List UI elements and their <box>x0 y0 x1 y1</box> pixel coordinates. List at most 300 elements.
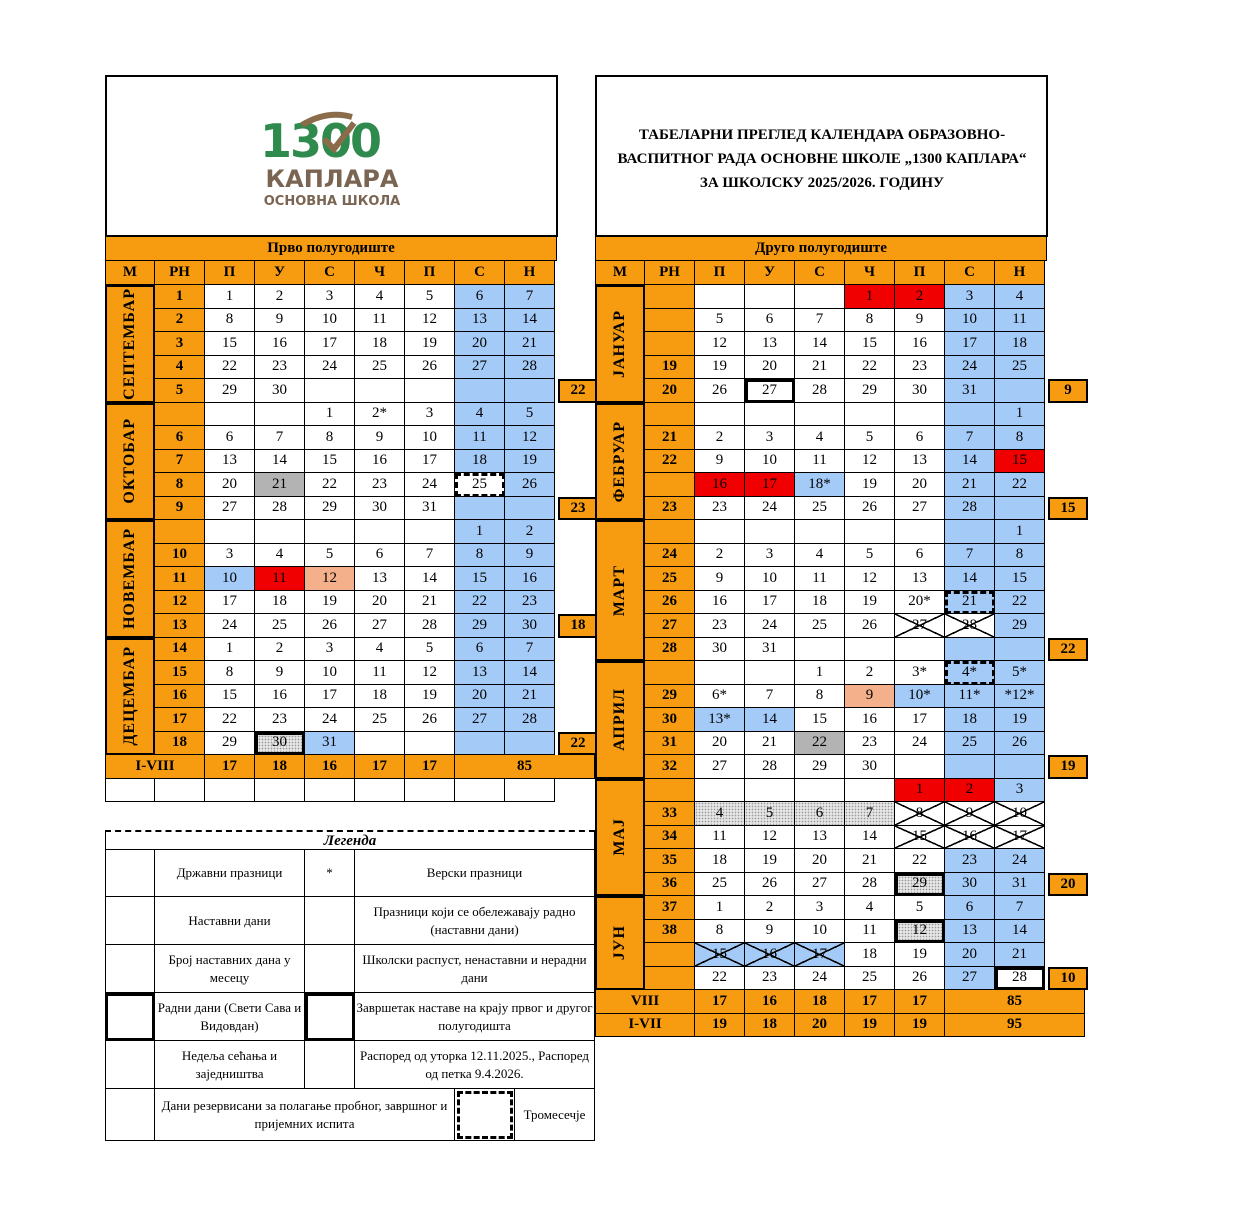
day-cell: 11 <box>795 450 845 474</box>
day-cell: 21 <box>845 849 895 873</box>
day-cell: 31 <box>745 638 795 662</box>
day-cell: 28 <box>795 379 845 403</box>
day-cell: 12 <box>405 309 455 333</box>
day-cell: 13 <box>895 450 945 474</box>
day-cell: 27 <box>205 497 255 521</box>
day-cell: 17 <box>745 473 795 497</box>
empty-cell <box>155 779 205 803</box>
day-cell <box>695 779 745 803</box>
day-cell: 27 <box>355 614 405 638</box>
day-cell: 16 <box>255 685 305 709</box>
day-cell: 12 <box>895 920 945 944</box>
day-cell: 20 <box>205 473 255 497</box>
day-cell: 28 <box>745 755 795 779</box>
week-number: 37 <box>645 896 695 920</box>
column-header: С <box>455 261 505 285</box>
week-number: 25 <box>645 567 695 591</box>
day-cell: 26 <box>695 379 745 403</box>
day-cell: 19 <box>505 450 555 474</box>
week-number: 26 <box>645 591 695 615</box>
day-cell: 30 <box>845 755 895 779</box>
week-number: 31 <box>645 732 695 756</box>
month-name: ФЕБРУАР <box>611 420 628 502</box>
day-cell: 31 <box>995 873 1045 897</box>
day-cell: 25 <box>945 732 995 756</box>
day-cell: 12 <box>405 661 455 685</box>
totals-value: 17 <box>405 755 455 779</box>
day-cell <box>455 497 505 521</box>
day-cell: 21 <box>505 332 555 356</box>
week-number: 4 <box>155 356 205 380</box>
day-cell <box>505 379 555 403</box>
day-cell: 17 <box>795 943 845 967</box>
day-cell: 13 <box>355 567 405 591</box>
day-cell: 5 <box>845 544 895 568</box>
day-cell: 27 <box>895 614 945 638</box>
legend-label: Распоред од уторка 12.11.2025., Распоред од петка 9.4.2026. <box>355 1041 595 1089</box>
day-cell <box>795 403 845 427</box>
day-cell: 17 <box>305 685 355 709</box>
day-cell: 11 <box>355 661 405 685</box>
month-day-count: 18 <box>558 614 598 638</box>
day-cell: 22 <box>305 473 355 497</box>
month-label <box>105 638 155 756</box>
day-cell: 29 <box>205 732 255 756</box>
day-cell: 3 <box>995 779 1045 803</box>
day-cell: 5 <box>695 309 745 333</box>
empty-cell <box>105 779 155 803</box>
week-number: 5 <box>155 379 205 403</box>
day-cell: 19 <box>695 356 745 380</box>
legend-label: Празници који се обележавају радно (наставни дани) <box>355 897 595 945</box>
day-cell: 16 <box>895 332 945 356</box>
day-cell: 20 <box>745 356 795 380</box>
day-cell: 8 <box>455 544 505 568</box>
day-cell: 7 <box>255 426 305 450</box>
day-cell: 21 <box>505 685 555 709</box>
day-cell: 13 <box>895 567 945 591</box>
week-number <box>645 779 695 803</box>
day-cell: 20 <box>795 849 845 873</box>
column-header: Н <box>995 261 1045 285</box>
day-cell: 28 <box>845 873 895 897</box>
day-cell: 12 <box>845 450 895 474</box>
day-cell: 22 <box>895 849 945 873</box>
day-cell: 1 <box>695 896 745 920</box>
legend-swatch <box>305 993 355 1041</box>
legend-swatch <box>305 897 355 945</box>
day-cell: 26 <box>845 497 895 521</box>
day-cell: 11 <box>455 426 505 450</box>
day-cell: 26 <box>895 967 945 991</box>
day-cell: 22 <box>845 356 895 380</box>
day-cell: 22 <box>205 356 255 380</box>
month-name: ДЕЦЕМБАР <box>121 646 138 747</box>
week-number: 9 <box>155 497 205 521</box>
month-name: МАРТ <box>611 564 628 617</box>
day-cell: 3 <box>205 544 255 568</box>
day-cell: 21 <box>745 732 795 756</box>
column-header: РН <box>645 261 695 285</box>
day-cell: 14 <box>845 826 895 850</box>
totals-label: VIII <box>595 990 695 1014</box>
day-cell: 7 <box>505 638 555 662</box>
day-cell: 30 <box>895 379 945 403</box>
day-cell: 24 <box>895 732 945 756</box>
day-cell: 11 <box>355 309 405 333</box>
month-day-count: 20 <box>1048 873 1088 897</box>
day-cell: 1 <box>795 661 845 685</box>
week-number <box>645 473 695 497</box>
day-cell: 21 <box>945 591 995 615</box>
day-cell: 11 <box>845 920 895 944</box>
day-cell: 14 <box>255 450 305 474</box>
day-cell: 19 <box>405 332 455 356</box>
day-cell <box>945 638 995 662</box>
day-cell: 9 <box>355 426 405 450</box>
day-cell: 17 <box>945 332 995 356</box>
day-cell: 18 <box>795 591 845 615</box>
totals-value: 17 <box>695 990 745 1014</box>
day-cell <box>895 755 945 779</box>
day-cell: 14 <box>945 450 995 474</box>
day-cell: 22 <box>455 591 505 615</box>
month-day-count: 15 <box>1048 497 1088 521</box>
day-cell: 9 <box>255 309 305 333</box>
day-cell: 6 <box>895 544 945 568</box>
month-name: ОКТОБАР <box>121 418 138 505</box>
day-cell <box>255 403 305 427</box>
day-cell: 13 <box>205 450 255 474</box>
day-cell: 29 <box>455 614 505 638</box>
week-number: 15 <box>155 661 205 685</box>
day-cell <box>695 403 745 427</box>
day-cell: 4 <box>845 896 895 920</box>
month-name: ЈУН <box>611 925 628 961</box>
day-cell: 22 <box>995 473 1045 497</box>
day-cell: 10* <box>895 685 945 709</box>
day-cell: 25 <box>455 473 505 497</box>
day-cell: 13 <box>945 920 995 944</box>
week-number: 16 <box>155 685 205 709</box>
column-header: РН <box>155 261 205 285</box>
day-cell: 24 <box>305 356 355 380</box>
day-cell: 7 <box>405 544 455 568</box>
day-cell <box>305 520 355 544</box>
day-cell: 24 <box>205 614 255 638</box>
day-cell: 16 <box>695 591 745 615</box>
day-cell: 18 <box>355 332 405 356</box>
day-cell: 24 <box>405 473 455 497</box>
week-number: 10 <box>155 544 205 568</box>
day-cell: 15 <box>995 450 1045 474</box>
week-number: 30 <box>645 708 695 732</box>
week-number <box>155 520 205 544</box>
day-cell <box>695 520 745 544</box>
column-header: С <box>945 261 995 285</box>
totals-value: 16 <box>305 755 355 779</box>
day-cell: 19 <box>405 685 455 709</box>
day-cell: 5 <box>305 544 355 568</box>
day-cell: 6 <box>205 426 255 450</box>
day-cell: 23 <box>255 708 305 732</box>
day-cell: 7 <box>945 426 995 450</box>
totals-value: 20 <box>795 1014 845 1038</box>
month-label <box>595 779 645 897</box>
day-cell: 4 <box>695 802 745 826</box>
day-cell: 17 <box>305 332 355 356</box>
day-cell: 7 <box>745 685 795 709</box>
empty-cell <box>455 779 505 803</box>
week-number: 32 <box>645 755 695 779</box>
day-cell: 4 <box>795 426 845 450</box>
day-cell: *12* <box>995 685 1045 709</box>
day-cell: 3 <box>305 638 355 662</box>
day-cell <box>995 638 1045 662</box>
day-cell: 1 <box>895 779 945 803</box>
day-cell <box>745 403 795 427</box>
day-cell: 3 <box>795 896 845 920</box>
totals-value: 18 <box>745 1014 795 1038</box>
day-cell: 15 <box>795 708 845 732</box>
week-number: 14 <box>155 638 205 662</box>
day-cell: 6 <box>795 802 845 826</box>
day-cell: 24 <box>745 497 795 521</box>
month-label <box>595 896 645 990</box>
month-name: АПРИЛ <box>611 688 628 752</box>
day-cell: 23 <box>355 473 405 497</box>
day-cell: 17 <box>405 450 455 474</box>
day-cell: 20 <box>455 685 505 709</box>
day-cell <box>845 779 895 803</box>
day-cell: 18 <box>945 708 995 732</box>
day-cell: 25 <box>795 497 845 521</box>
day-cell: 3 <box>745 544 795 568</box>
day-cell: 26 <box>305 614 355 638</box>
legend-title: Легенда <box>105 830 595 850</box>
totals-value: 17 <box>845 990 895 1014</box>
day-cell: 17 <box>205 591 255 615</box>
day-cell: 14 <box>405 567 455 591</box>
day-cell <box>695 285 745 309</box>
day-cell: 8 <box>795 685 845 709</box>
day-cell <box>845 520 895 544</box>
month-day-count: 22 <box>558 379 598 403</box>
week-number: 20 <box>645 379 695 403</box>
day-cell: 8 <box>845 309 895 333</box>
day-cell <box>355 732 405 756</box>
day-cell: 8 <box>205 309 255 333</box>
day-cell: 6 <box>745 309 795 333</box>
month-label <box>595 520 645 661</box>
day-cell: 1 <box>995 403 1045 427</box>
week-number <box>645 520 695 544</box>
day-cell: 27 <box>795 873 845 897</box>
day-cell: 8 <box>305 426 355 450</box>
day-cell: 16 <box>255 332 305 356</box>
day-cell: 7 <box>945 544 995 568</box>
month-day-count: 22 <box>558 732 598 756</box>
day-cell: 7 <box>995 896 1045 920</box>
day-cell: 4* <box>945 661 995 685</box>
month-name: НОВЕМБАР <box>121 528 138 630</box>
day-cell: 6 <box>895 426 945 450</box>
day-cell: 10 <box>945 309 995 333</box>
day-cell <box>895 638 945 662</box>
day-cell: 20 <box>945 943 995 967</box>
day-cell: 12 <box>695 332 745 356</box>
day-cell <box>205 403 255 427</box>
day-cell: 23 <box>845 732 895 756</box>
day-cell: 28 <box>505 708 555 732</box>
column-header: У <box>255 261 305 285</box>
day-cell: 9 <box>845 685 895 709</box>
day-cell: 12 <box>305 567 355 591</box>
day-cell: 28 <box>945 614 995 638</box>
day-cell: 6 <box>455 638 505 662</box>
day-cell: 24 <box>995 849 1045 873</box>
day-cell: 20 <box>695 732 745 756</box>
week-number: 29 <box>645 685 695 709</box>
day-cell: 22 <box>695 967 745 991</box>
day-cell: 31 <box>305 732 355 756</box>
day-cell <box>355 520 405 544</box>
semester-title: Друго полугодиште <box>595 237 1047 261</box>
day-cell: 30 <box>255 732 305 756</box>
day-cell: 26 <box>405 708 455 732</box>
day-cell: 13 <box>455 661 505 685</box>
day-cell: 28 <box>255 497 305 521</box>
day-cell: 25 <box>995 356 1045 380</box>
day-cell: 10 <box>205 567 255 591</box>
week-number <box>645 285 695 309</box>
column-header: Ч <box>355 261 405 285</box>
day-cell: 2 <box>695 544 745 568</box>
day-cell: 14 <box>995 920 1045 944</box>
legend-swatch <box>105 1089 155 1141</box>
day-cell: 10 <box>305 309 355 333</box>
legend-label: Број наставних дана у месецу <box>155 945 305 993</box>
month-day-count: 22 <box>1048 638 1088 662</box>
day-cell: 19 <box>305 591 355 615</box>
day-cell <box>695 661 745 685</box>
week-number: 13 <box>155 614 205 638</box>
day-cell <box>405 379 455 403</box>
week-number: 38 <box>645 920 695 944</box>
totals-sum: 95 <box>945 1014 1085 1038</box>
logo-box <box>105 75 558 237</box>
day-cell: 3* <box>895 661 945 685</box>
day-cell: 25 <box>255 614 305 638</box>
column-header: П <box>895 261 945 285</box>
day-cell: 28 <box>405 614 455 638</box>
day-cell: 10 <box>745 450 795 474</box>
day-cell: 21 <box>995 943 1045 967</box>
week-number <box>645 967 695 991</box>
day-cell: 22 <box>795 732 845 756</box>
month-day-count: 23 <box>558 497 598 521</box>
day-cell: 26 <box>995 732 1045 756</box>
day-cell: 2 <box>255 638 305 662</box>
day-cell: 5 <box>505 403 555 427</box>
day-cell: 2 <box>895 285 945 309</box>
month-label <box>105 285 155 403</box>
day-cell: 10 <box>745 567 795 591</box>
day-cell: 23 <box>505 591 555 615</box>
day-cell <box>505 732 555 756</box>
column-header: С <box>305 261 355 285</box>
day-cell: 22 <box>205 708 255 732</box>
column-header: П <box>695 261 745 285</box>
legend-swatch <box>105 897 155 945</box>
day-cell: 20 <box>455 332 505 356</box>
empty-cell <box>405 779 455 803</box>
day-cell: 15 <box>995 567 1045 591</box>
day-cell: 23 <box>255 356 305 380</box>
totals-value: 17 <box>205 755 255 779</box>
day-cell: 4 <box>795 544 845 568</box>
day-cell: 9 <box>255 661 305 685</box>
day-cell <box>745 779 795 803</box>
empty-cell <box>255 779 305 803</box>
day-cell: 6 <box>455 285 505 309</box>
day-cell: 12 <box>845 567 895 591</box>
day-cell: 15 <box>845 332 895 356</box>
logo-digits: 1300 <box>260 114 381 168</box>
month-day-count: 10 <box>1048 967 1088 991</box>
day-cell: 5 <box>405 638 455 662</box>
day-cell: 10 <box>405 426 455 450</box>
day-cell: 7 <box>845 802 895 826</box>
day-cell: 24 <box>305 708 355 732</box>
week-number: 12 <box>155 591 205 615</box>
day-cell: 11* <box>945 685 995 709</box>
legend-label: Недеља сећања и заједништва <box>155 1041 305 1089</box>
day-cell: 8 <box>205 661 255 685</box>
day-cell: 9 <box>505 544 555 568</box>
day-cell: 11 <box>995 309 1045 333</box>
legend-swatch <box>455 1089 515 1141</box>
totals-value: 16 <box>745 990 795 1014</box>
day-cell: 14 <box>505 309 555 333</box>
legend-label: Тромесечје <box>515 1089 595 1141</box>
month-name: СЕПТЕМБАР <box>121 287 138 400</box>
day-cell: 21 <box>795 356 845 380</box>
week-number <box>645 943 695 967</box>
day-cell: 16 <box>505 567 555 591</box>
week-number: 36 <box>645 873 695 897</box>
day-cell: 17 <box>895 708 945 732</box>
day-cell: 16 <box>695 473 745 497</box>
day-cell: 12 <box>505 426 555 450</box>
day-cell <box>745 661 795 685</box>
totals-sum: 85 <box>945 990 1085 1014</box>
totals-value: 17 <box>895 990 945 1014</box>
totals-sum: 85 <box>455 755 595 779</box>
logo-sub: ОСНОВНА ШКОЛА <box>263 194 401 209</box>
month-name: МАЈ <box>611 818 628 857</box>
week-number <box>645 403 695 427</box>
day-cell: 6 <box>945 896 995 920</box>
day-cell <box>945 520 995 544</box>
week-number: 19 <box>645 356 695 380</box>
week-number: 22 <box>645 450 695 474</box>
week-number: 7 <box>155 450 205 474</box>
day-cell: 24 <box>745 614 795 638</box>
day-cell <box>945 755 995 779</box>
day-cell: 31 <box>405 497 455 521</box>
day-cell: 29 <box>305 497 355 521</box>
